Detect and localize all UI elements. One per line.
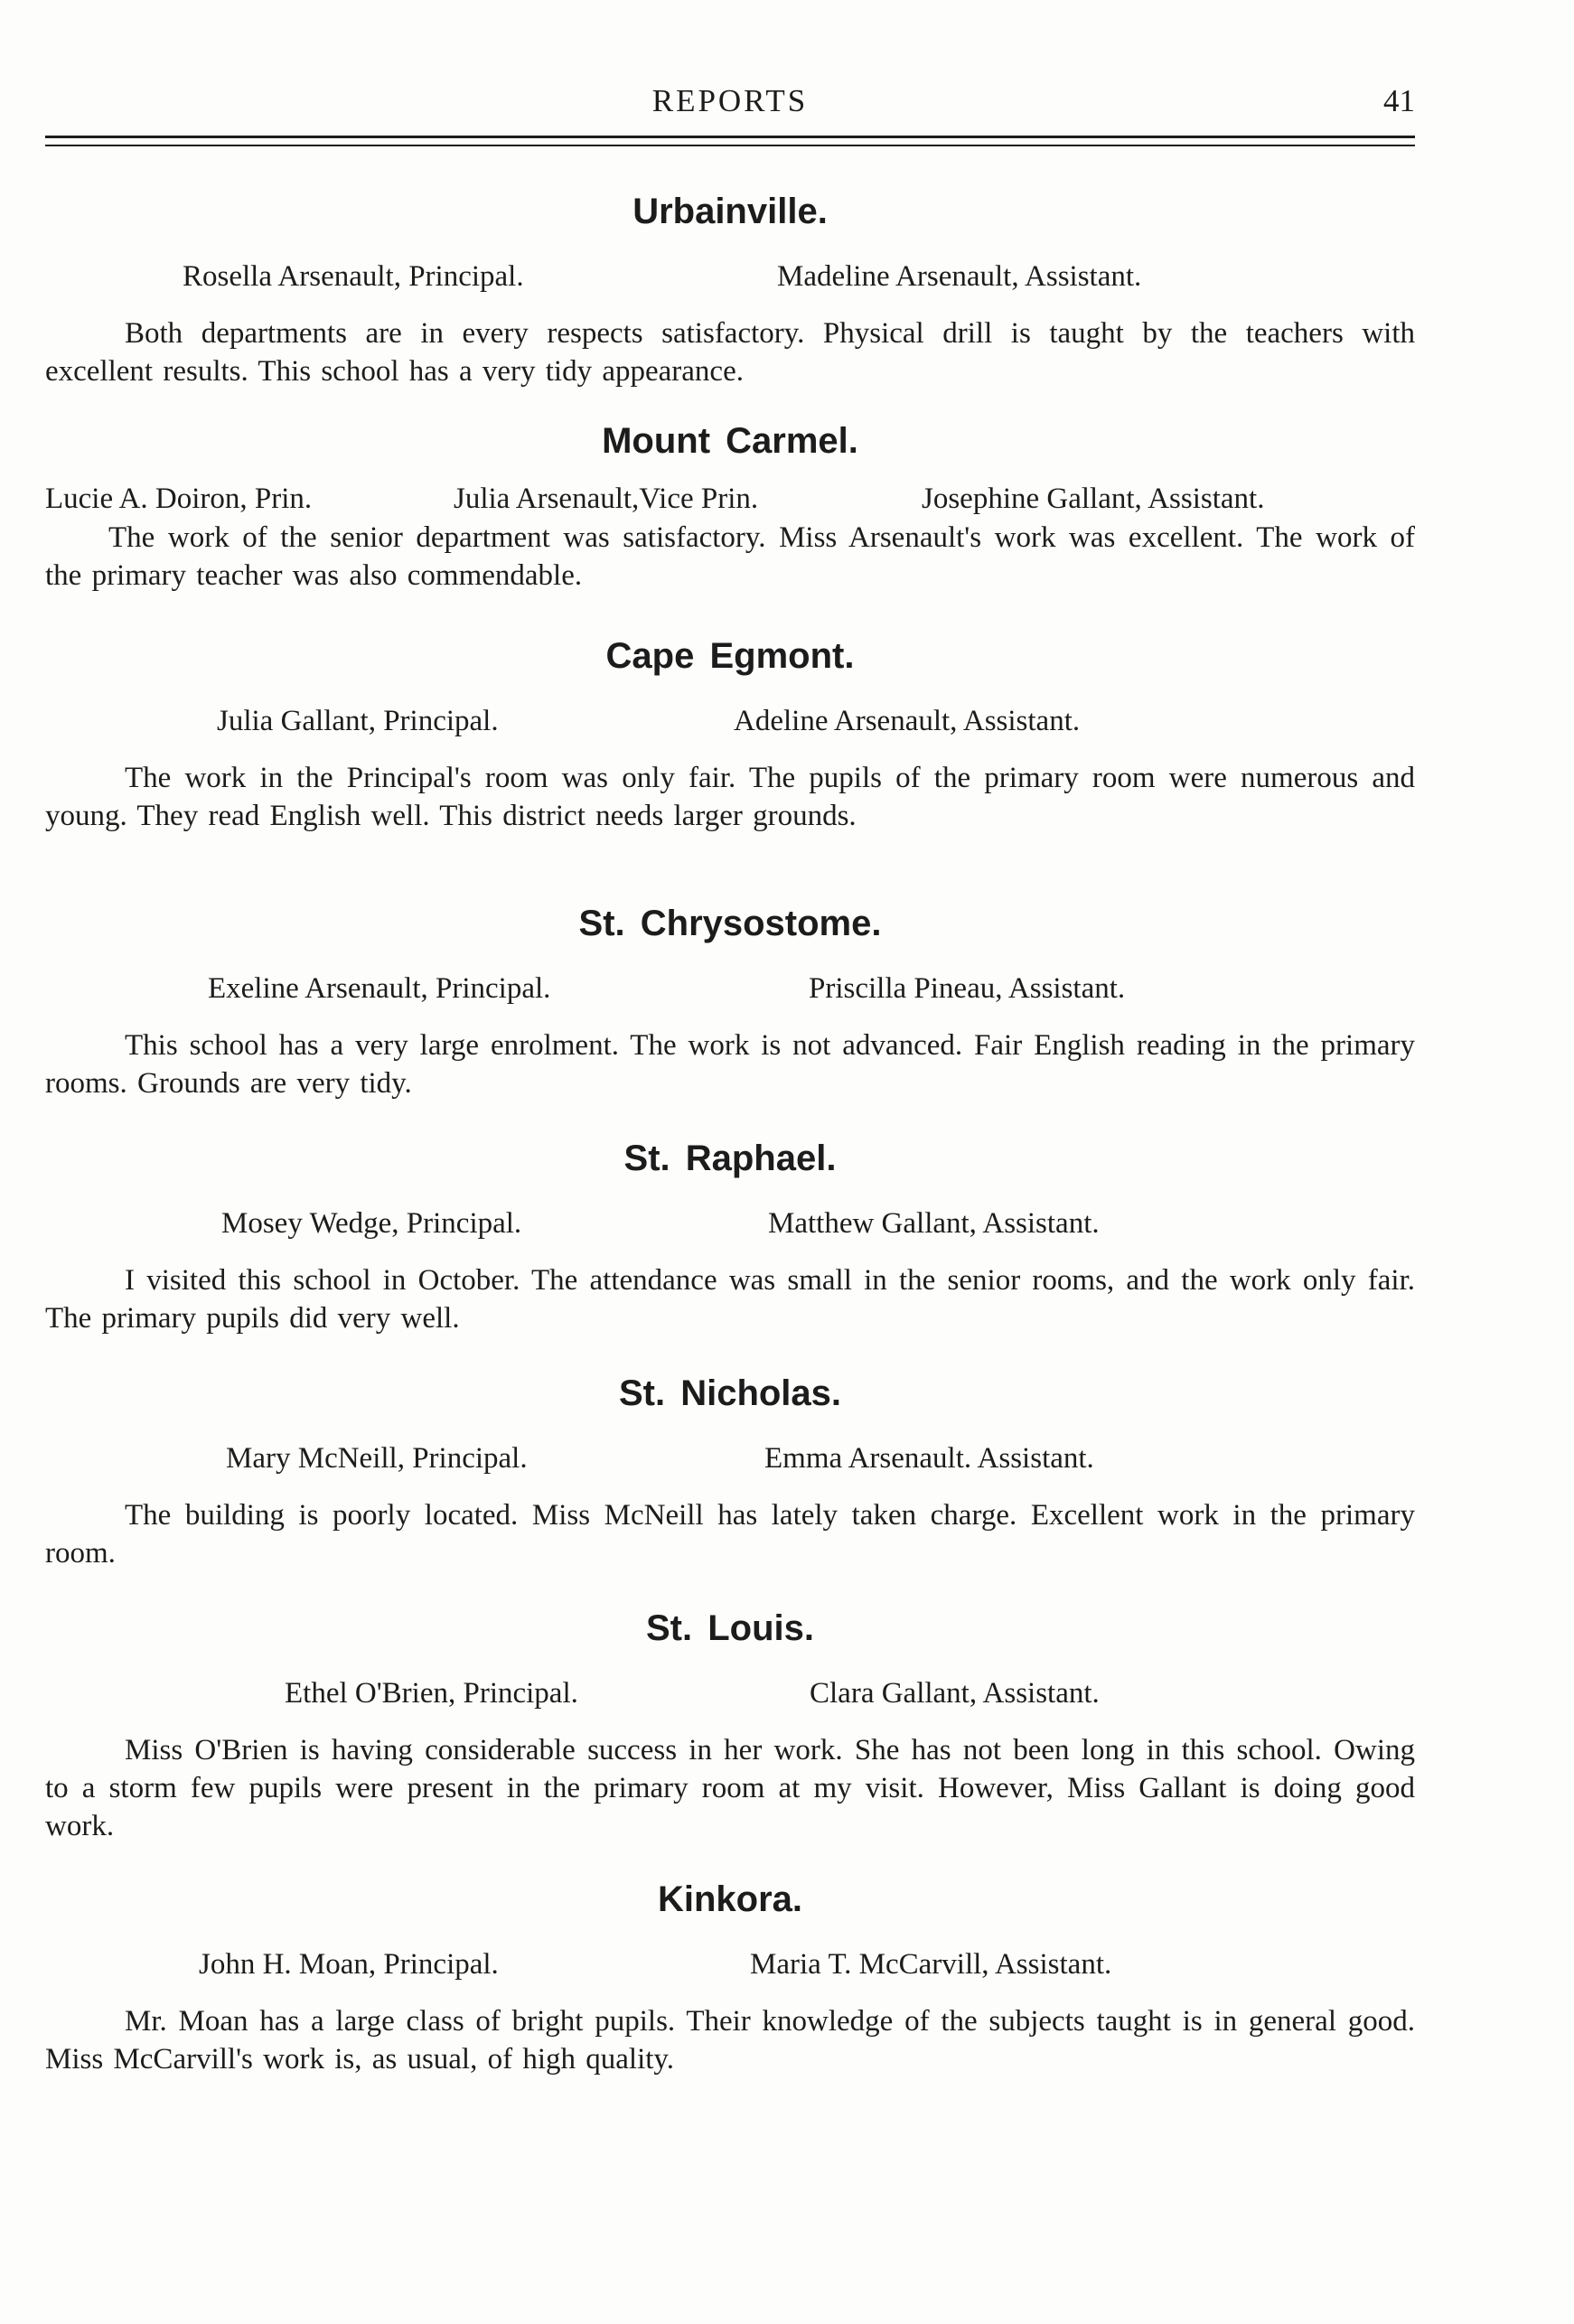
staff-assistant: Josephine Gallant, Assistant. (922, 483, 1265, 515)
section-heading: St. Nicholas. (618, 1373, 842, 1413)
staff-line (45, 699, 1415, 743)
section-text: Both departments are in every respects satisfactory. Physical drill is taught by the teachers with excellent results. This school has a very tidy appearance. (45, 317, 1415, 388)
staff-principal: Mary McNeill, Principal. (226, 1442, 528, 1475)
section-text: Mr. Moan has a large class of bright pupils. Their knowledge of the subjects taught is in general good. Miss McCarvill's work is, as usual, of high quality. (45, 2005, 1415, 2076)
running-header (45, 83, 1415, 128)
staff-assistant: Emma Arsenault. Assistant. (764, 1442, 1094, 1475)
section-text: This school has a very large enrolment. The work is not advanced. Fair English reading in the primary rooms. Grounds are very tidy. (45, 1029, 1415, 1100)
staff-principal: Ethel O'Brien, Principal. (285, 1677, 578, 1710)
staff-line (45, 1672, 1415, 1715)
staff-principal: Lucie A. Doiron, Prin. (45, 483, 313, 515)
section-text: The work of the senior department was satisfactory. Miss Arsenault's work was excellent. The work of the primary teacher was also commendable. (45, 521, 1415, 592)
page-number: 41 (1383, 83, 1415, 118)
section-text: I visited this school in October. The attendance was small in the senior rooms, and the work only fair. The primary pupils did very well. (45, 1264, 1415, 1335)
staff-principal: John H. Moan, Principal. (199, 1948, 499, 1981)
section-text: Miss O'Brien is having considerable success in her work. She has not been long in this school. Owing to a storm few pupils were present in the primary room at my visit. However, Miss Gallant is doing good work. (45, 1734, 1415, 1842)
section-st-chrysostome (45, 900, 1415, 1102)
staff-assistant: Clara Gallant, Assistant. (810, 1677, 1100, 1710)
running-title: REPORTS (651, 83, 809, 118)
section-heading: Mount Carmel. (602, 421, 858, 461)
document-page (45, 0, 1415, 2324)
staff-principal: Exeline Arsenault, Principal. (208, 972, 551, 1005)
staff-line (45, 1437, 1415, 1480)
staff-vice-principal: Julia Arsenault,Vice Prin. (454, 483, 759, 515)
section-st-louis (45, 1605, 1415, 1845)
staff-line (45, 477, 1415, 520)
section-text: The work in the Principal's room was only fair. The pupils of the primary room were numerous and young. They read English well. This district needs larger grounds. (45, 762, 1415, 832)
section-heading: Cape Egmont. (605, 636, 855, 676)
section-cape-egmont (45, 633, 1415, 835)
staff-assistant: Priscilla Pineau, Assistant. (809, 972, 1126, 1005)
staff-assistant: Matthew Gallant, Assistant. (768, 1207, 1100, 1240)
section-heading: St. Chrysostome. (578, 904, 882, 943)
header-rule-bottom (45, 145, 1415, 146)
staff-assistant: Maria T. McCarvill, Assistant. (750, 1948, 1112, 1981)
section-heading: Kinkora. (657, 1879, 803, 1919)
section-heading: St. Raphael. (623, 1139, 837, 1178)
section-st-nicholas (45, 1370, 1415, 1572)
section-text: The building is poorly located. Miss McNeill has lately taken charge. Excellent work in the primary room. (45, 1499, 1415, 1570)
staff-line (45, 1943, 1415, 1986)
header-rule-top (45, 136, 1415, 138)
section-heading: St. Louis. (646, 1608, 814, 1648)
staff-principal: Mosey Wedge, Principal. (221, 1207, 522, 1240)
section-mount-carmel (45, 417, 1415, 595)
staff-line (45, 967, 1415, 1010)
staff-principal: Julia Gallant, Principal. (217, 705, 499, 737)
staff-line (45, 255, 1415, 298)
section-urbainville (45, 188, 1415, 390)
section-kinkora (45, 1876, 1415, 2078)
staff-assistant: Madeline Arsenault, Assistant. (777, 260, 1142, 293)
staff-line (45, 1202, 1415, 1245)
section-st-raphael (45, 1135, 1415, 1337)
section-heading: Urbainville. (632, 192, 828, 231)
staff-principal: Rosella Arsenault, Principal. (183, 260, 524, 293)
staff-assistant: Adeline Arsenault, Assistant. (734, 705, 1081, 737)
